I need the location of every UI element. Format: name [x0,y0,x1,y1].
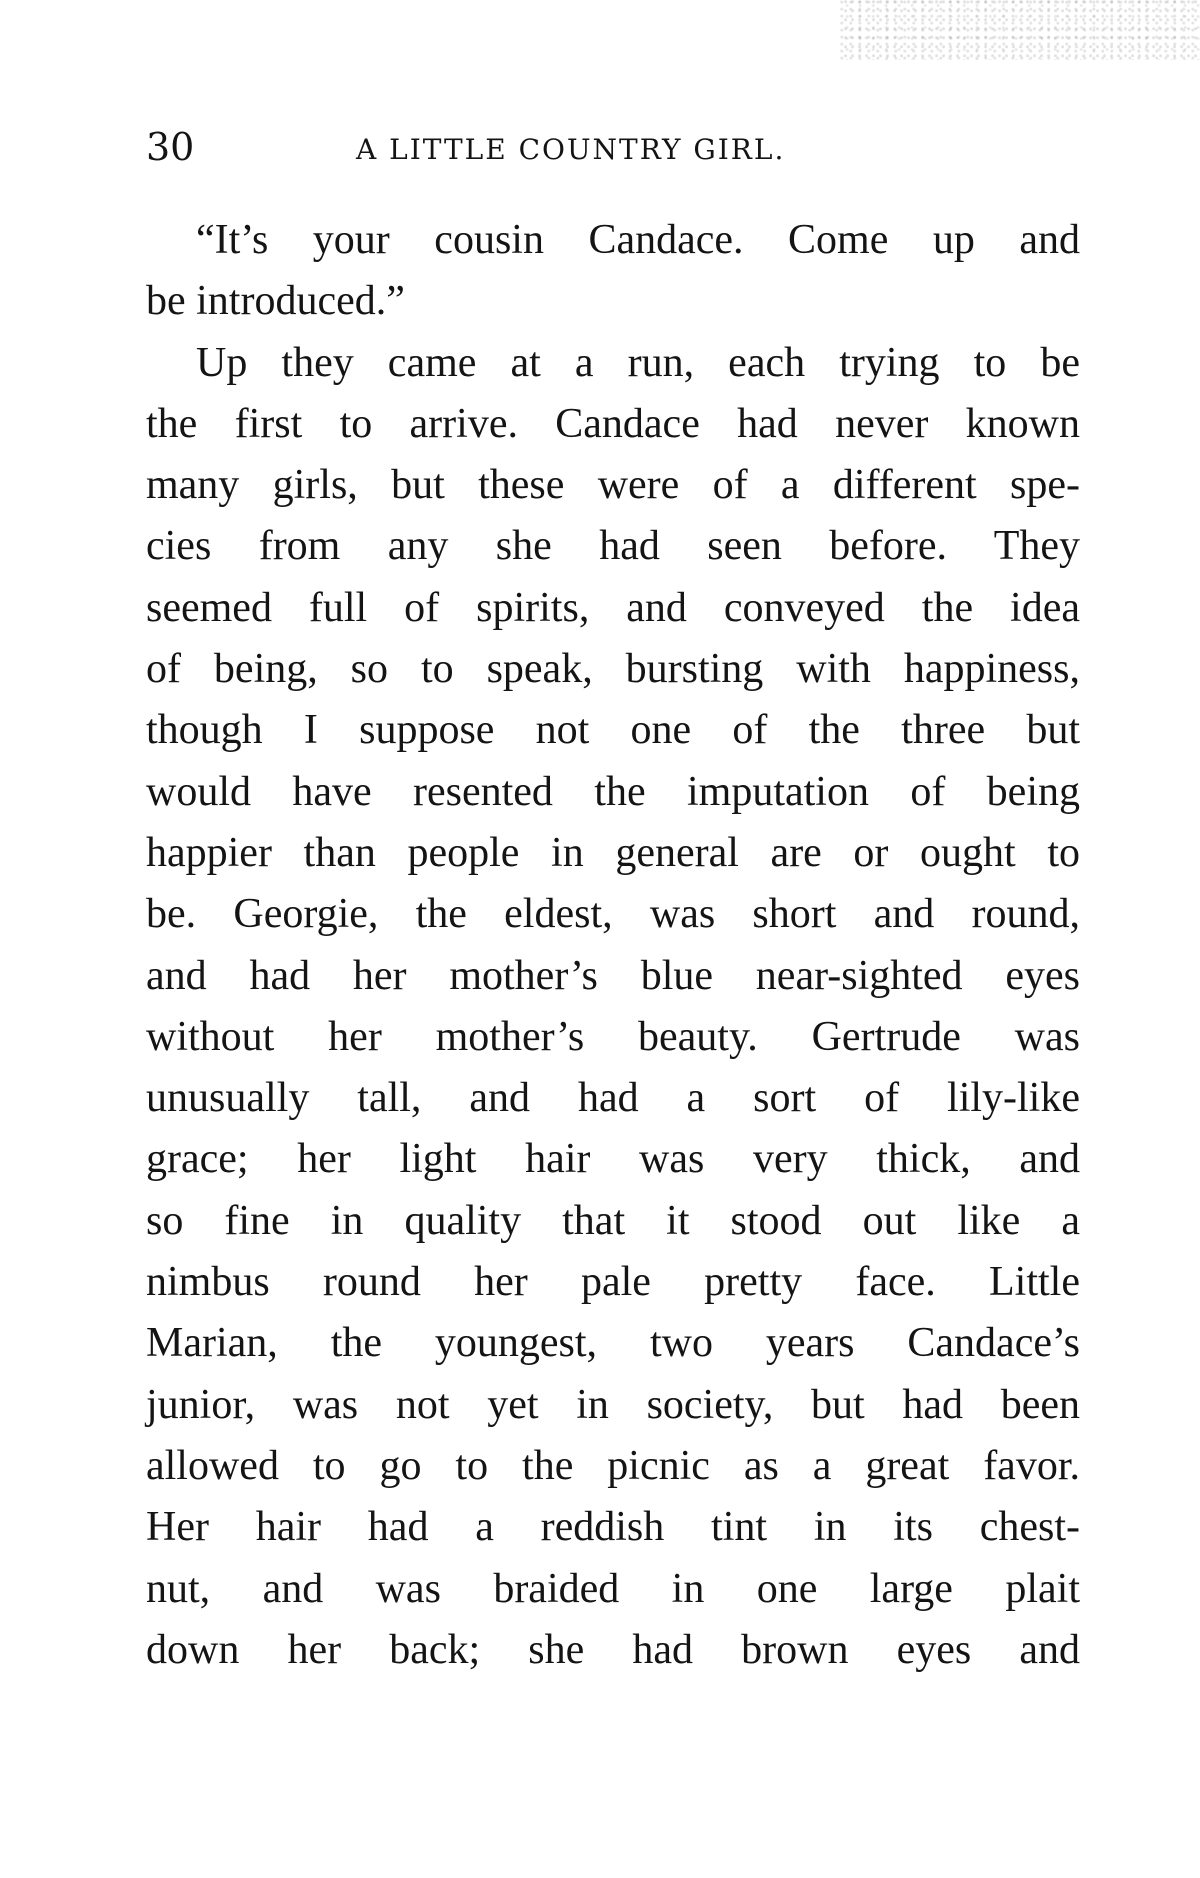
text-line: without her mother’s beauty. Gertrude was [146,1013,1080,1060]
text-line: cies from any she had seen before. They [146,523,1080,570]
text-line: nut, and was braided in one large plait [146,1565,1080,1612]
text-line: “It’s your cousin Candace. Come up and [196,217,1080,263]
text-line: be introduced.” [146,278,405,325]
text-line: so fine in quality that it stood out like a [146,1197,1080,1244]
text-line: Marian, the youngest, two years Candace’s [146,1320,1080,1367]
paragraph-1 [146,210,1080,333]
text-line: grace; her light hair was very thick, and [146,1136,1080,1183]
text-line: happier than people in general are or ought to [146,829,1080,876]
text-line: down her back; she had brown eyes and [146,1626,1080,1673]
text-line: would have resented the imputation of being [146,768,1080,815]
text-line: seemed full of spirits, and conveyed the idea [146,584,1080,631]
text-line: though I suppose not one of the three but [146,707,1080,754]
text-line: Her hair had a reddish tint in its chest- [146,1504,1080,1551]
text-line: nimbus round her pale pretty face. Little [146,1259,1080,1306]
text-line: unusually tall, and had a sort of lily-like [146,1075,1080,1122]
text-line: junior, was not yet in society, but had been [146,1381,1080,1428]
text-line: many girls, but these were of a different spe- [146,462,1080,509]
text-line: of being, so to speak, bursting with happiness, [146,646,1080,693]
page-header [146,122,1080,172]
page-number: 30 [146,125,195,169]
paragraph-2 [146,333,1080,1682]
text-line: be. Georgie, the eldest, was short and round, [146,891,1080,938]
page-speckle [840,0,1200,60]
text-line: allowed to go to the picnic as a great favor. [146,1442,1080,1489]
running-title: A LITTLE COUNTRY GIRL. [356,133,786,166]
text-line: and had her mother’s blue near-sighted eyes [146,952,1080,999]
body-text [146,210,1080,1681]
text-line: the first to arrive. Candace had never known [146,400,1080,447]
text-line: Up they came at a run, each trying to be [196,339,1080,386]
